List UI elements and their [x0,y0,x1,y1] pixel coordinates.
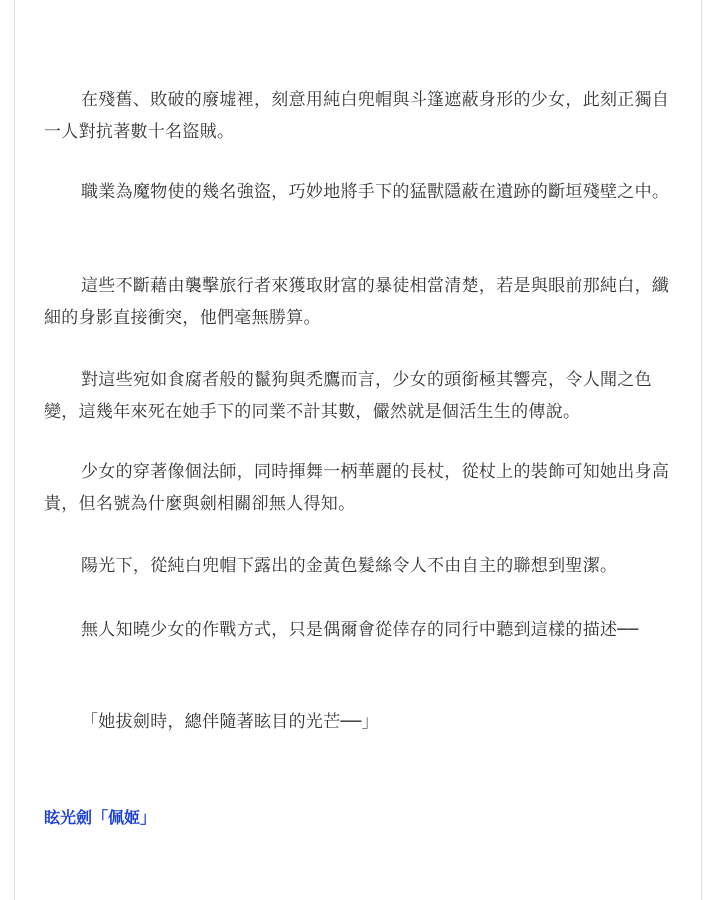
paragraph-8-quote: 「她拔劍時，總伴隨著眩目的光芒──」 [81,712,379,732]
chapter-title-link[interactable]: 眩光劍「佩姬」 [44,808,157,827]
paragraph-7: 無人知曉少女的作戰方式，只是偶爾會從倖存的同行中聽到這樣的描述── [81,620,639,640]
paragraph-6: 陽光下，從純白兜帽下露出的金黃色髮絲令人不由自主的聯想到聖潔。 [81,556,618,576]
paragraph-4: 對這些宛如食腐者般的鬣狗與禿鷹而言，少女的頭銜極其響亮，令人聞之色變，這幾年來死在她手下的同業不計其數，儼然就是個活生生的傳說。 [44,370,652,422]
paragraph-5: 少女的穿著像個法師，同時揮舞一柄華麗的長杖，從杖上的裝飾可知她出身高貴，但名號為什麼與劍相關卻無人得知。 [44,462,670,514]
paragraph-3: 這些不斷藉由襲擊旅行者來獲取財富的暴徒相當清楚，若是與眼前那純白，纖細的身影直接衝突，他們毫無勝算。 [44,276,670,328]
paragraph-2: 職業為魔物使的幾名強盜，巧妙地將手下的猛獸隱蔽在遺跡的斷垣殘壁之中。 [81,182,670,202]
paragraph-1: 在殘舊、敗破的廢墟裡，刻意用純白兜帽與斗篷遮蔽身形的少女，此刻正獨自一人對抗著數十名盜賊。 [44,90,670,142]
page-container [14,0,702,900]
